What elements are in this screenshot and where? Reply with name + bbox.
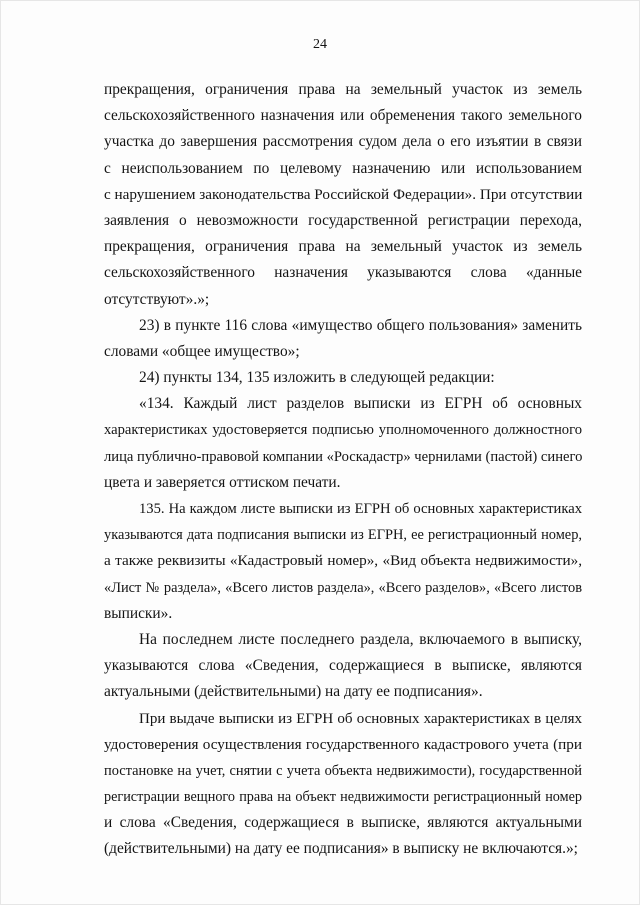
text-line: отсутствуют».»; <box>104 290 210 308</box>
text-line: На последнем листе последнего раздела, включаемого в выписку, <box>139 630 582 648</box>
document-body <box>104 77 582 863</box>
text-line: актуальными (действительными) на дату ее подписания». <box>104 683 483 701</box>
text-line: 135. На каждом листе выписки из ЕГРН об основных характеристиках <box>139 501 582 517</box>
text-line: лица публично-правовой компании «Роскадастр» чернилами (пастой) синего <box>104 448 583 465</box>
text-line: удостоверения осуществления государственного кадастрового учета (при <box>104 735 582 753</box>
text-line: прекращения, ограничения права на земельный участок из земель <box>104 238 582 256</box>
page-number: 24 <box>313 37 327 52</box>
text-line: «134. Каждый лист разделов выписки из ЕГРН об основных <box>139 395 582 413</box>
text-line: и слова «Сведения, содержащиеся в выписке, являются актуальными <box>104 814 582 832</box>
paragraph <box>104 627 582 706</box>
paragraph <box>104 313 582 365</box>
text-line: указываются слова «Сведения, содержащиеся в выписке, являются <box>104 657 582 675</box>
text-line: а также реквизиты «Кадастровый номер», «Вид объекта недвижимости», <box>104 552 582 570</box>
paragraph <box>104 77 582 313</box>
text-line: 23) в пункте 116 слова «имущество общего пользования» заменить <box>139 316 582 334</box>
text-line: 24) пункты 134, 135 изложить в следующей редакции: <box>139 369 495 387</box>
text-line: При выдаче выписки из ЕГРН об основных характеристиках в целях <box>139 710 582 727</box>
paragraph <box>104 365 582 391</box>
text-line: постановке на учет, снятии с учета объекта недвижимости), государственной <box>104 762 582 779</box>
text-line: словами «общее имущество»; <box>104 342 300 360</box>
text-line: сельскохозяйственного назначения указываются слова «данные <box>104 264 582 282</box>
text-line: указываются дата подписания выписки из ЕГРН, ее регистрационный номер, <box>104 527 582 544</box>
text-line: прекращения, ограничения права на земельный участок из земель <box>104 81 582 98</box>
paragraph <box>104 706 582 863</box>
text-line: цвета и заверяется оттиском печати. <box>104 473 341 491</box>
paragraph <box>104 391 582 496</box>
text-line: «Лист № раздела», «Всего листов раздела», «Всего разделов», «Всего листов <box>104 579 582 596</box>
text-line: регистрации вещного права на объект недвижимости регистрационный номер <box>104 789 582 806</box>
paragraph <box>104 496 582 627</box>
text-line: (действительными) на дату ее подписания» в выписку не включаются.»; <box>104 840 578 858</box>
text-line: участка до завершения рассмотрения судом дела о его изъятии в связи <box>104 133 582 151</box>
text-line: заявления о невозможности государственной регистрации перехода, <box>104 211 582 229</box>
text-line: характеристиках удостоверяется подписью уполномоченного должностного <box>104 422 582 439</box>
text-line: с неиспользованием по целевому назначению или использованием <box>104 159 582 177</box>
text-line: сельскохозяйственного назначения или обременения такого земельного <box>104 107 582 125</box>
text-line: выписки». <box>104 604 173 622</box>
text-line: с нарушением законодательства Российской Федерации». При отсутствии <box>104 185 583 203</box>
